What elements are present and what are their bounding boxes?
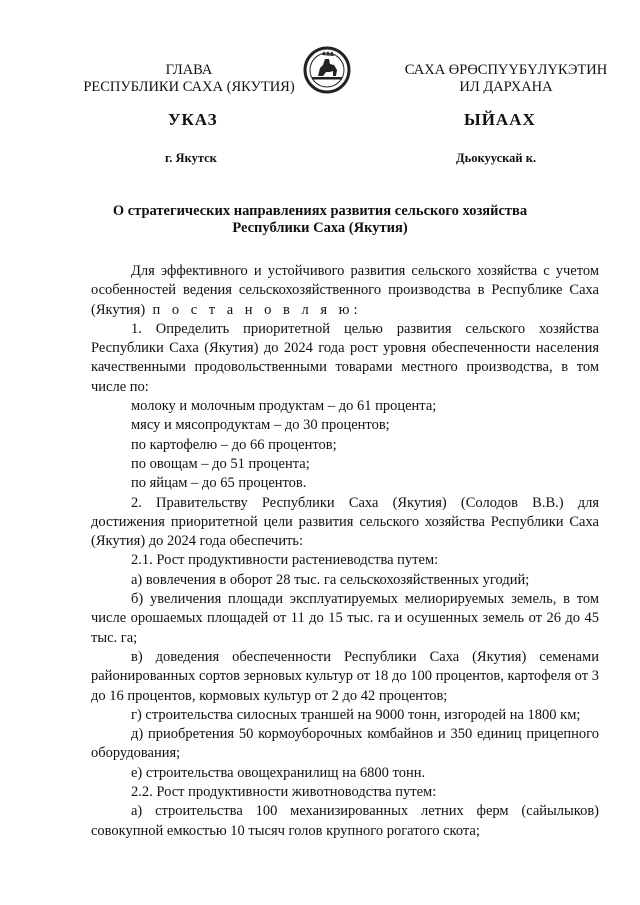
- paragraph-2-1-a: а) вовлечения в оборот 28 тыс. га сельскохозяйственных угодий;: [131, 571, 530, 588]
- paragraph-2-1-v: в) доведения обеспеченности Республики Саха (Якутия) семенами районированных сортов зерновых культур от 18 до 100 процентов, картофеля от 3 до 16 процентов, кормовых культур от 2 до 42 процентов;: [91, 648, 599, 704]
- header-right-line1: САХА ӨРӨСПҮҮБҮЛҮКЭТИН: [404, 62, 608, 78]
- header-left: [80, 62, 298, 96]
- paragraph-2-1-b: б) увеличения площади эксплуатируемых мелиорируемых земель, в том числе орошаемых площадей от 11 до 15 тыс. га и осушенных земель от 26 до 45 тыс. га;: [91, 591, 599, 646]
- list-item: молоку и молочным продуктам – до 61 процента;: [131, 398, 437, 415]
- paragraph-2-2-a: а) строительства 100 механизированных летних ферм (сайылыков) совокупной емкостью 10 тысяч голов крупного рогатого скота;: [91, 803, 599, 839]
- list-item: по картофелю – до 66 процентов;: [131, 436, 337, 453]
- paragraph-1: 1. Определить приоритетной целью развития сельского хозяйства Республики Саха (Якутия) до 2024 года рост уровня обеспеченности населения качественными продовольственными товарами местного производства, в том числе по:: [91, 320, 599, 395]
- document-title-line1: О стратегических направлениях развития сельского хозяйства: [112, 203, 528, 219]
- document-body: [91, 262, 599, 841]
- list-item: по овощам – до 51 процента;: [131, 455, 310, 472]
- coat-of-arms-icon: [302, 45, 352, 95]
- paragraph-2-1-g: г) строительства силосных траншей на 9000 тонн, изгородей на 1800 км;: [131, 706, 581, 723]
- paragraph-2-1-d: д) приобретения 50 кормоуборочных комбайнов и 350 единиц прицепного оборудования;: [91, 726, 599, 762]
- paragraph-2-1-e: е) строительства овощехранилищ на 6800 тонн.: [131, 764, 426, 781]
- header-left-line1: ГЛАВА: [165, 62, 213, 78]
- header-right: [388, 62, 624, 96]
- place-yakut: Дьокуускай к.: [456, 151, 537, 165]
- document-title: [60, 203, 580, 237]
- paragraph-2-1: 2.1. Рост продуктивности растениеводства путем:: [131, 552, 439, 569]
- list-item: мясу и мясопродуктам – до 30 процентов;: [131, 417, 390, 434]
- paragraph-2: 2. Правительству Республики Саха (Якутия) (Солодов В.В.) для достижения приоритетной цели развития сельского хозяйства Республики Саха (Якутия) до 2024 года обеспечить:: [91, 494, 599, 550]
- header-right-line2: ИЛ ДАРХАНА: [459, 79, 553, 95]
- intro-paragraph: [91, 262, 599, 320]
- header-left-line2: РЕСПУБЛИКИ САХА (ЯКУТИЯ): [83, 79, 295, 95]
- place-russian: г. Якутск: [165, 151, 217, 165]
- paragraph-2-2: 2.2. Рост продуктивности животноводства путем:: [131, 784, 437, 801]
- document-title-line2: Республики Саха (Якутия): [232, 220, 408, 236]
- decree-title-russian: УКАЗ: [168, 110, 218, 129]
- list-item: по яйцам – до 65 процентов.: [131, 475, 307, 492]
- decree-word: п о с т а н о в л я ю:: [152, 301, 362, 318]
- decree-title-yakut: ЫЙААХ: [464, 110, 536, 129]
- intro-text: Для эффективного и устойчивого развития сельского хозяйства с учетом особенностей ведения сельскохозяйственного производства в Республике Саха (Якутия): [91, 263, 599, 318]
